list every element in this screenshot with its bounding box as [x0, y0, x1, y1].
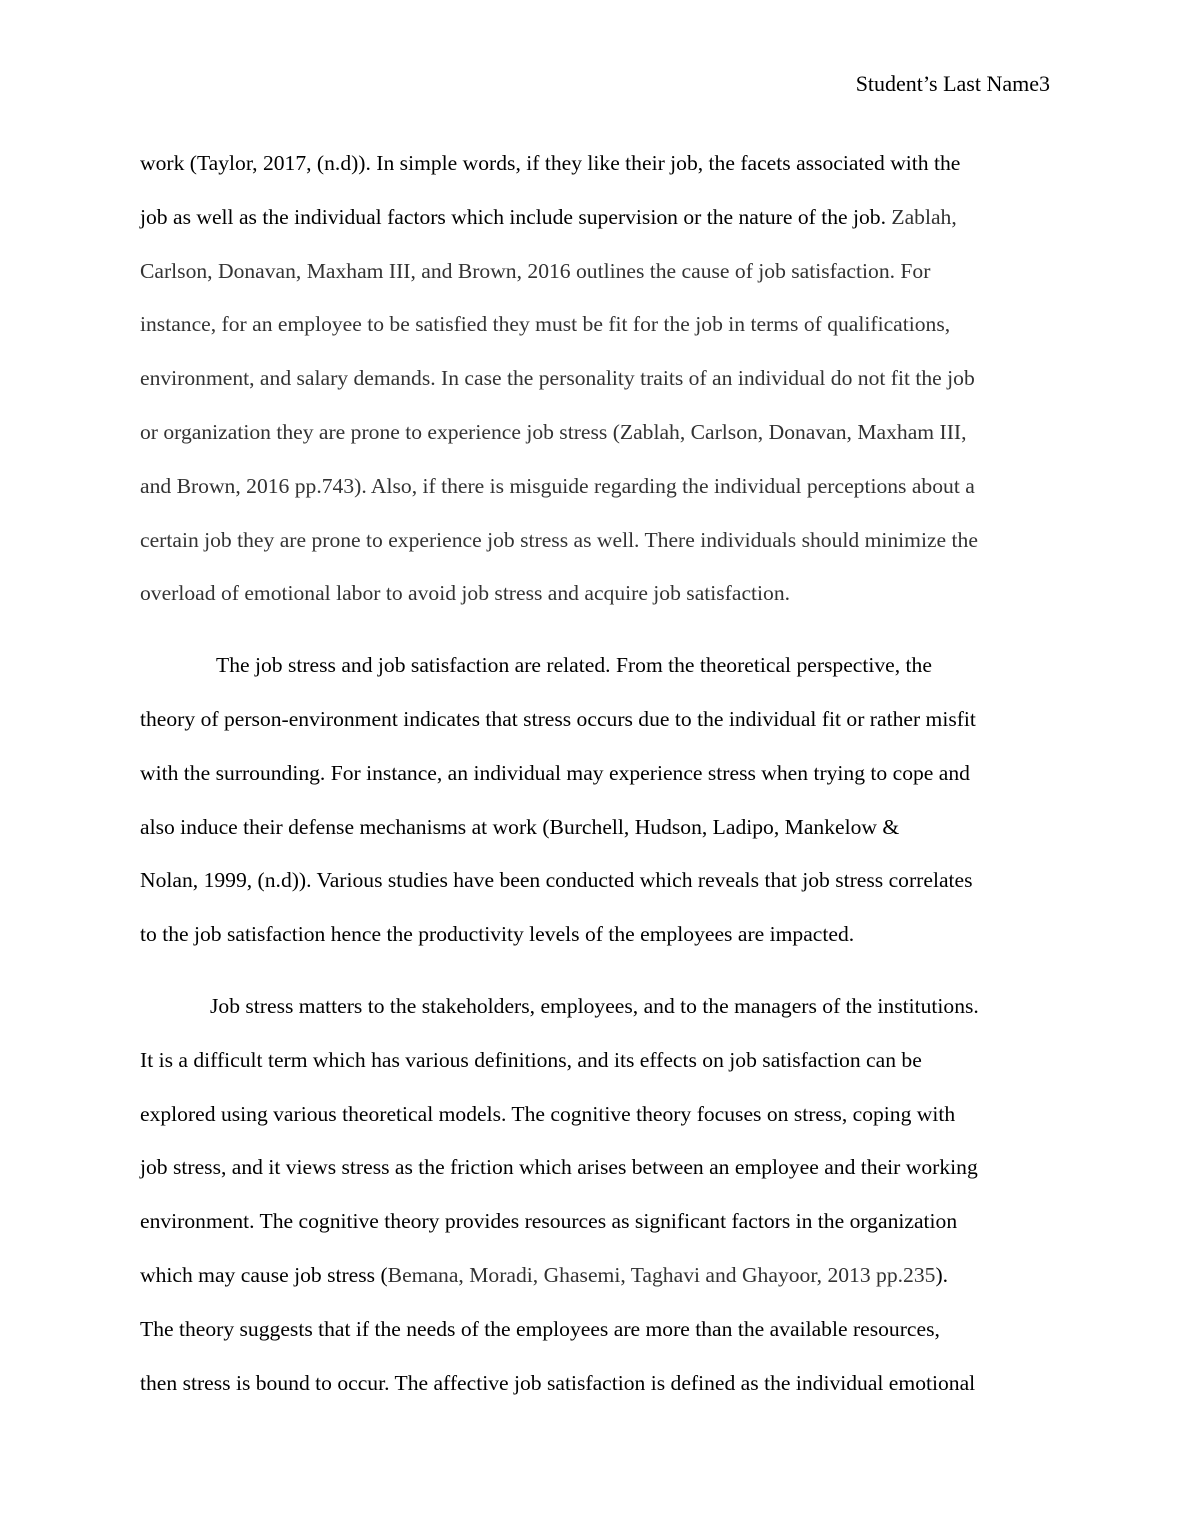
line-text: to the job satisfaction hence the productivity levels of the employees are impacted. — [140, 922, 855, 947]
text-line — [140, 1040, 1050, 1094]
citation-text: Carlson, Donavan, Maxham III, and Brown, 2016 outlines the cause of job satisfaction. For — [140, 258, 931, 283]
citation-text: environment, and salary demands. In case the personality traits of an individual do not fit the job — [140, 366, 975, 391]
text-line — [140, 466, 1050, 520]
running-head-text: Student’s Last Name3 — [855, 71, 1050, 96]
paragraph-2 — [140, 645, 1050, 968]
text-line — [140, 1201, 1050, 1255]
text-line — [140, 304, 1050, 358]
line-text: job stress, and it views stress as the friction which arises between an employee and their working — [140, 1155, 978, 1180]
line-text: work (Taylor, 2017, (n.d)). In simple words, if they like their job, the facets associated with the — [140, 151, 961, 175]
text-line — [140, 645, 1050, 699]
text-line — [140, 143, 1050, 197]
line-text: then stress is bound to occur. The affective job satisfaction is defined as the individual emotional — [140, 1370, 976, 1395]
text-line — [140, 860, 1050, 914]
line-text: with the surrounding. For instance, an individual may experience stress when trying to cope and — [140, 760, 970, 785]
citation-text: Bemana, Moradi, Ghasemi, Taghavi and Ghayoor, 2013 pp.235 — [387, 1262, 936, 1287]
document-body — [140, 143, 1050, 1416]
text-line — [140, 699, 1050, 753]
text-line — [140, 753, 1050, 807]
line-text: job as well as the individual factors which include supervision or the nature of the job. — [140, 204, 892, 229]
text-line — [140, 807, 1050, 861]
text-line — [140, 1094, 1050, 1148]
running-head — [856, 70, 1050, 98]
text-line — [140, 358, 1050, 412]
line-text: explored using various theoretical models. The cognitive theory focuses on stress, coping with — [140, 1101, 956, 1126]
citation-close: ). — [935, 1262, 949, 1287]
line-text: Job stress matters to the stakeholders, employees, and to the managers of the institutions. — [210, 993, 979, 1018]
citation-text: and Brown, 2016 pp.743). Also, if there is misguide regarding the individual perceptions about a — [140, 473, 975, 498]
text-line — [140, 251, 1050, 305]
text-line — [140, 1309, 1050, 1363]
line-text: It is a difficult term which has various definitions, and its effects on job satisfaction can be — [140, 1047, 922, 1072]
citation-text: certain job they are prone to experience job stress as well. There individuals should minimize the — [140, 527, 978, 552]
line-text: The theory suggests that if the needs of the employees are more than the available resources, — [140, 1316, 940, 1341]
text-line — [140, 197, 1050, 251]
text-line — [140, 520, 1050, 574]
text-line — [140, 1147, 1050, 1201]
text-line — [140, 412, 1050, 466]
paragraph-spacer — [140, 627, 1050, 645]
paragraph-1 — [140, 143, 1050, 627]
paragraph-3 — [140, 986, 1050, 1416]
line-text: which may cause job stress ( — [140, 1262, 388, 1287]
citation-text: instance, for an employee to be satisfied they must be fit for the job in terms of qualifications, — [140, 312, 951, 337]
line-text: environment. The cognitive theory provides resources as significant factors in the organization — [140, 1209, 958, 1234]
line-text: theory of person-environment indicates that stress occurs due to the individual fit or rather misfit — [140, 706, 976, 731]
text-line — [140, 914, 1050, 968]
paragraph-spacer — [140, 968, 1050, 986]
text-line — [140, 573, 1050, 627]
line-text: Nolan, 1999, (n.d)). Various studies have been conducted which reveals that job stress correlates — [140, 868, 973, 893]
citation-text: overload of emotional labor to avoid job stress and acquire job satisfaction. — [140, 581, 791, 606]
text-line — [140, 986, 1050, 1040]
line-text: The job stress and job satisfaction are related. From the theoretical perspective, the — [216, 653, 932, 678]
text-line — [140, 1363, 1050, 1417]
citation-text: Zablah, — [891, 204, 957, 229]
text-line — [140, 1255, 1050, 1309]
citation-text: or organization they are prone to experience job stress (Zablah, Carlson, Donavan, Maxham III, — [140, 419, 967, 444]
line-text: also induce their defense mechanisms at work (Burchell, Hudson, Ladipo, Mankelow & — [140, 814, 900, 839]
